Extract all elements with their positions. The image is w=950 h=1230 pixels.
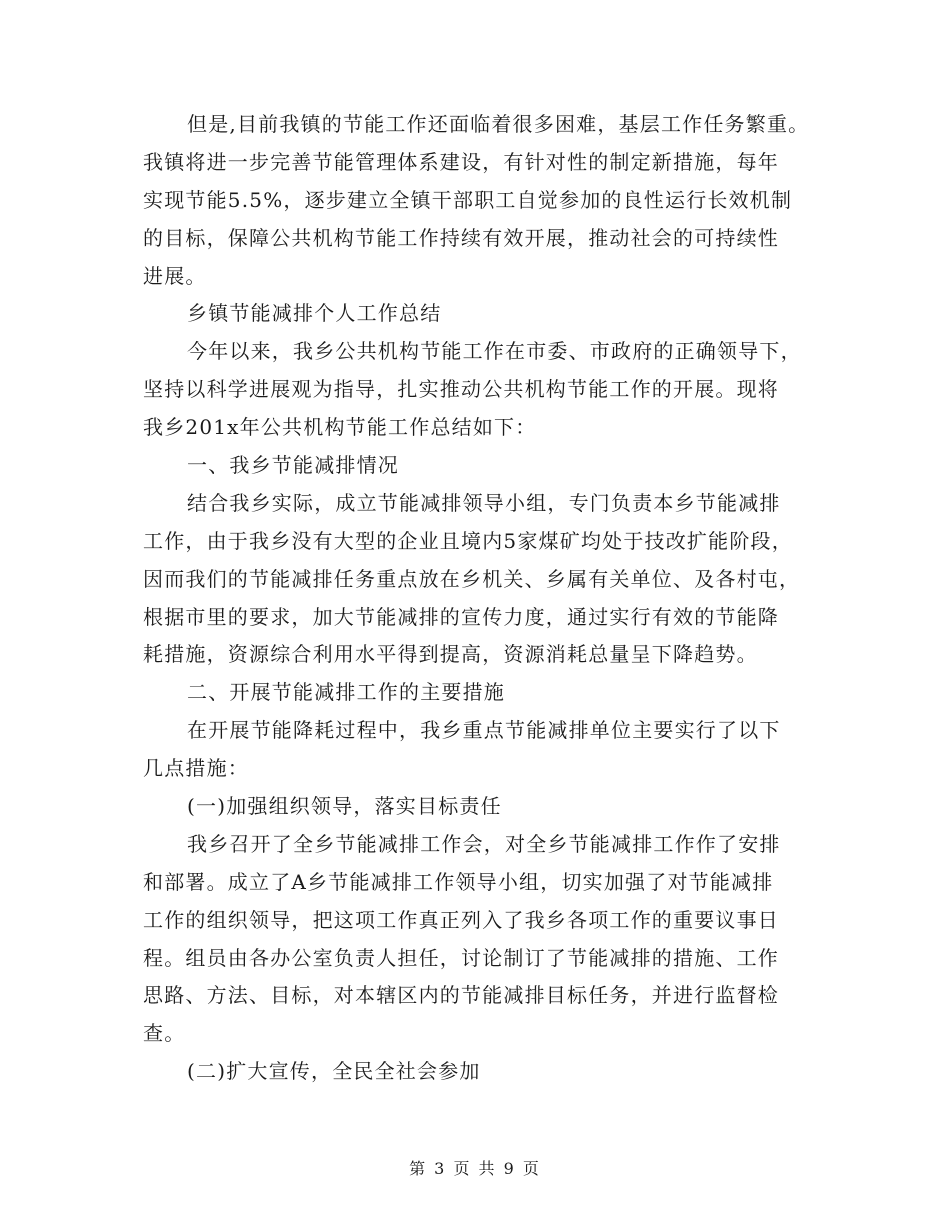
text-line: 工作的组织领导，把这项工作真正列入了我乡各项工作的重要议事日 — [143, 907, 779, 932]
text-line: 在开展节能降耗过程中，我乡重点节能减排单位主要实行了以下 — [187, 718, 781, 743]
text-line: 我镇将进一步完善节能管理体系建设，有针对性的制定新措施，每年 — [143, 149, 779, 174]
text-line: 查。 — [143, 1021, 186, 1046]
text-line: 但是,目前我镇的节能工作还面临着很多困难，基层工作任务繁重。 — [187, 112, 810, 136]
text-line: 思路、方法、目标，对本辖区内的节能减排目标任务，并进行监督检 — [143, 983, 779, 1008]
text-line: 我乡召开了全乡节能减排工作会，对全乡节能减排工作作了安排 — [187, 831, 781, 856]
document-body — [143, 106, 813, 1091]
text-line: 和部署。成立了A乡节能减排工作领导小组，切实加强了对节能减排 — [143, 869, 774, 894]
text-line: 坚持以科学进展观为指导，扎实推动公共机构节能工作的开展。现将 — [143, 377, 779, 402]
text-line: 工作，由于我乡没有大型的企业且境内5家煤矿均处于技改扩能阶段， — [143, 528, 793, 553]
text-line: 因而我们的节能减排任务重点放在乡机关、乡属有关单位、及各村屯， — [143, 566, 801, 591]
text-line: 一、我乡节能减排情况 — [187, 453, 399, 478]
text-line: 乡镇节能减排个人工作总结 — [187, 301, 442, 326]
text-line: 二、开展节能减排工作的主要措施 — [187, 680, 505, 705]
text-line: 实现节能5.5%，逐步建立全镇干部职工自觉参加的良性运行长效机制 — [143, 187, 793, 212]
text-line: 耗措施，资源综合利用水平得到提高，资源消耗总量呈下降趋势。 — [143, 642, 758, 667]
text-line: 结合我乡实际，成立节能减排领导小组，专门负责本乡节能减排 — [187, 490, 781, 515]
text-line: 我乡201x年公共机构节能工作总结如下： — [143, 415, 537, 440]
text-line: (二)扩大宣传，全民全社会参加 — [187, 1059, 481, 1084]
text-line: 几点措施： — [143, 756, 249, 781]
text-line: 进展。 — [143, 263, 207, 288]
text-line: 程。组员由各办公室负责人担任，讨论制订了节能减排的措施、工作 — [143, 945, 779, 970]
text-line: 的目标，保障公共机构节能工作持续有效开展，推动社会的可持续性 — [143, 225, 779, 250]
text-line: 根据市里的要求，加大节能减排的宣传力度，通过实行有效的节能降 — [143, 604, 779, 629]
text-line: 今年以来，我乡公共机构节能工作在市委、市政府的正确领导下， — [187, 339, 802, 364]
page-footer: 第 3 页 共 9 页 — [409, 1159, 541, 1178]
text-line: (一)加强组织领导，落实目标责任 — [187, 794, 502, 819]
